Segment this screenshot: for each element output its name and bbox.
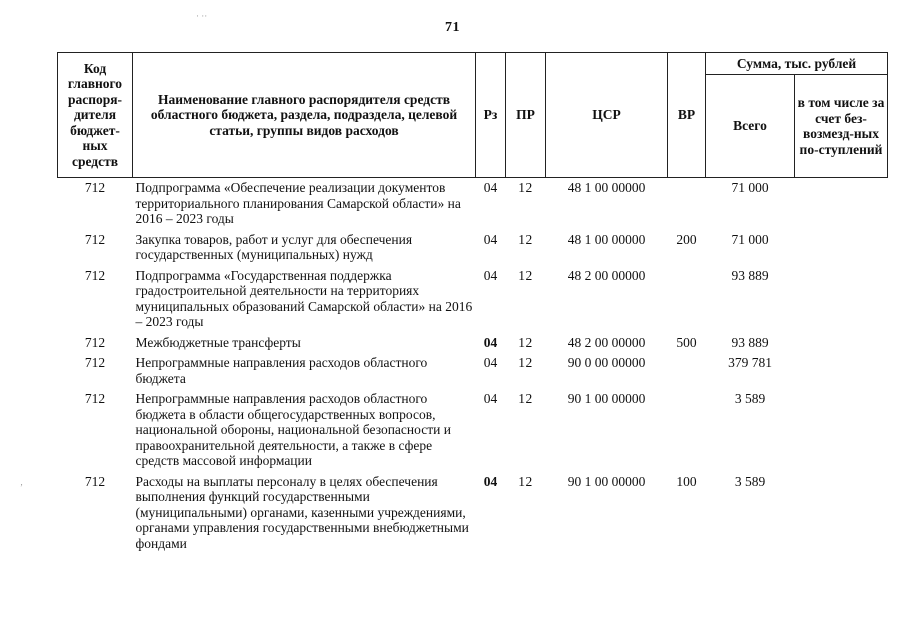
row-free <box>795 389 888 472</box>
row-pr: 12 <box>518 355 533 370</box>
row-total: 379 781 <box>728 355 772 370</box>
header-sum-group: Сумма, тыс. рублей <box>706 53 888 75</box>
row-total: 71 000 <box>706 178 795 230</box>
header-pr: ПР <box>506 53 546 178</box>
row-csr: 90 1 00 00000 <box>567 473 646 489</box>
row-free <box>795 333 888 354</box>
row-vr: 100 <box>676 473 697 489</box>
row-csr: 90 1 00 00000 <box>567 391 646 406</box>
row-total: 3 589 <box>734 473 766 489</box>
row-rz: 04 <box>483 231 498 247</box>
row-pr: 12 <box>518 267 533 283</box>
row-vr: 500 <box>676 334 697 350</box>
header-csr: ЦСР <box>546 53 668 178</box>
row-pr: 12 <box>506 178 546 230</box>
scan-speck: · ·· <box>196 11 208 21</box>
table-row <box>58 266 888 333</box>
row-rz: 04 <box>476 178 506 230</box>
row-total: 3 589 <box>734 391 766 406</box>
row-free <box>795 353 888 389</box>
row-code: 712 <box>84 355 106 370</box>
row-vr <box>668 353 706 389</box>
table-row <box>58 178 888 230</box>
table-row <box>58 472 888 555</box>
budget-table <box>57 52 888 554</box>
row-csr: 48 1 00 00000 <box>546 178 668 230</box>
row-free <box>795 230 888 266</box>
row-rz: 04 <box>483 391 498 406</box>
row-rz: 04 <box>483 334 498 350</box>
row-name: Закупка товаров, работ и услуг для обеспечения государственных (муниципальных) нужд <box>135 231 413 262</box>
header-total: Всего <box>706 75 795 178</box>
row-total: 93 889 <box>731 334 769 350</box>
row-csr: 48 1 00 00000 <box>567 231 646 247</box>
row-vr: 200 <box>676 231 697 247</box>
row-free <box>795 178 888 230</box>
row-pr: 12 <box>518 473 533 489</box>
table-header <box>58 53 888 178</box>
table-body <box>58 178 888 555</box>
header-vr: ВР <box>668 53 706 178</box>
row-total: 71 000 <box>731 231 769 247</box>
row-name: Непрограммные направления расходов областного бюджета <box>135 355 428 386</box>
header-rz: Рз <box>476 53 506 178</box>
row-vr <box>668 266 706 333</box>
row-pr: 12 <box>518 231 533 247</box>
row-pr: 12 <box>518 334 533 350</box>
header-name: Наименование главного распорядителя средств областного бюджета, раздела, подраздела, целевой статьи, группы видов расходов <box>133 53 476 178</box>
row-name: Непрограммные направления расходов областного бюджета в области общегосударственных вопросов, национальной обороны, национальной безопасности и правоохранительной деятельности, а также в сфере средств массовой информации <box>135 391 451 468</box>
row-code: 712 <box>84 473 106 489</box>
row-code: 712 <box>84 391 106 406</box>
row-code: 712 <box>84 231 106 247</box>
row-code: 712 <box>84 334 106 350</box>
row-rz: 04 <box>483 267 498 283</box>
table-row <box>58 333 888 354</box>
row-rz: 04 <box>483 473 498 489</box>
row-csr: 48 2 00 00000 <box>567 334 646 350</box>
row-free <box>795 472 888 555</box>
header-free-receipts: в том числе за счет без-возмезд-ных по-ступлений <box>795 75 888 178</box>
page-number: 71 <box>445 20 460 35</box>
row-name: Расходы на выплаты персоналу в целях обеспечения выполнения функций государственными (муниципальными) органами, казенными учреждениями, органами управления государственными внебюджетными фондами <box>135 473 469 551</box>
row-name: Подпрограмма «Обеспечение реализации документов территориального планирования Самарской области» на 2016 – 2023 годы <box>133 178 476 230</box>
row-total: 93 889 <box>731 267 769 283</box>
row-csr: 48 2 00 00000 <box>567 267 646 283</box>
table-row <box>58 353 888 389</box>
scan-speck: ‚ <box>20 477 23 487</box>
row-pr: 12 <box>518 391 533 406</box>
row-name: Межбюджетные трансферты <box>135 334 301 350</box>
row-rz: 04 <box>483 355 498 370</box>
row-vr <box>668 178 706 230</box>
header-code: Код главного распоря-дителя бюджет-ных средств <box>58 53 133 178</box>
row-vr <box>668 389 706 472</box>
table-row <box>58 230 888 266</box>
row-csr: 90 0 00 00000 <box>567 355 646 370</box>
table-row <box>58 389 888 472</box>
row-code: 712 <box>58 178 133 230</box>
row-free <box>795 266 888 333</box>
row-name: Подпрограмма «Государственная поддержка градостроительной деятельности на территориях муниципальных образований Самарской области» на 2016 – 2023 годы <box>135 267 473 329</box>
row-code: 712 <box>84 267 106 283</box>
